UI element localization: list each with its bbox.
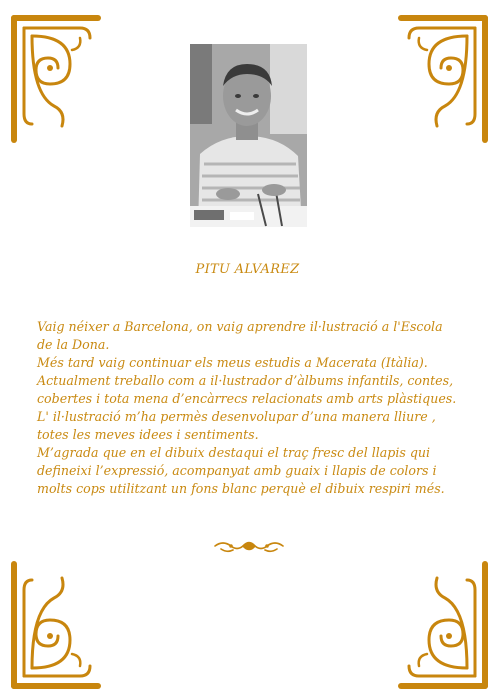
author-portrait-photo [190,44,307,227]
bio-paragraph: Més tard vaig continuar els meus estudis a Macerata (Itàlia). [37,355,428,370]
bio-paragraph: L' il·lustració m’ha permès desenvolupar d’una manera lliure , totes les meves idees i sentiments. [37,409,436,442]
corner-ornament-bottom-left-icon [10,560,102,690]
corner-ornament-top-left-icon [10,14,102,144]
author-name: PITU ALVAREZ [195,262,300,277]
bio-paragraph: M’agrada que en el dibuix destaqui el traç fresc del llapis qui defineixi l’expressió, acompanyat amb guaix i llapis de colors i molts cops utilitzant un fons blanc perquè el dibuix respiri més. [37,445,445,496]
flourish-divider-icon [213,537,285,555]
corner-ornament-bottom-right-icon [397,560,489,690]
bio-paragraph: Vaig néixer a Barcelona, on vaig aprendre il·lustració a l'Escola de la Dona. [37,319,443,352]
author-biography [37,318,462,498]
corner-ornament-top-right-icon [397,14,489,144]
bio-paragraph: Actualment treballo com a il·lustrador d’àlbums infantils, contes, cobertes i tota mena d’encàrrecs relacionats amb arts plàstiques. [37,373,457,406]
